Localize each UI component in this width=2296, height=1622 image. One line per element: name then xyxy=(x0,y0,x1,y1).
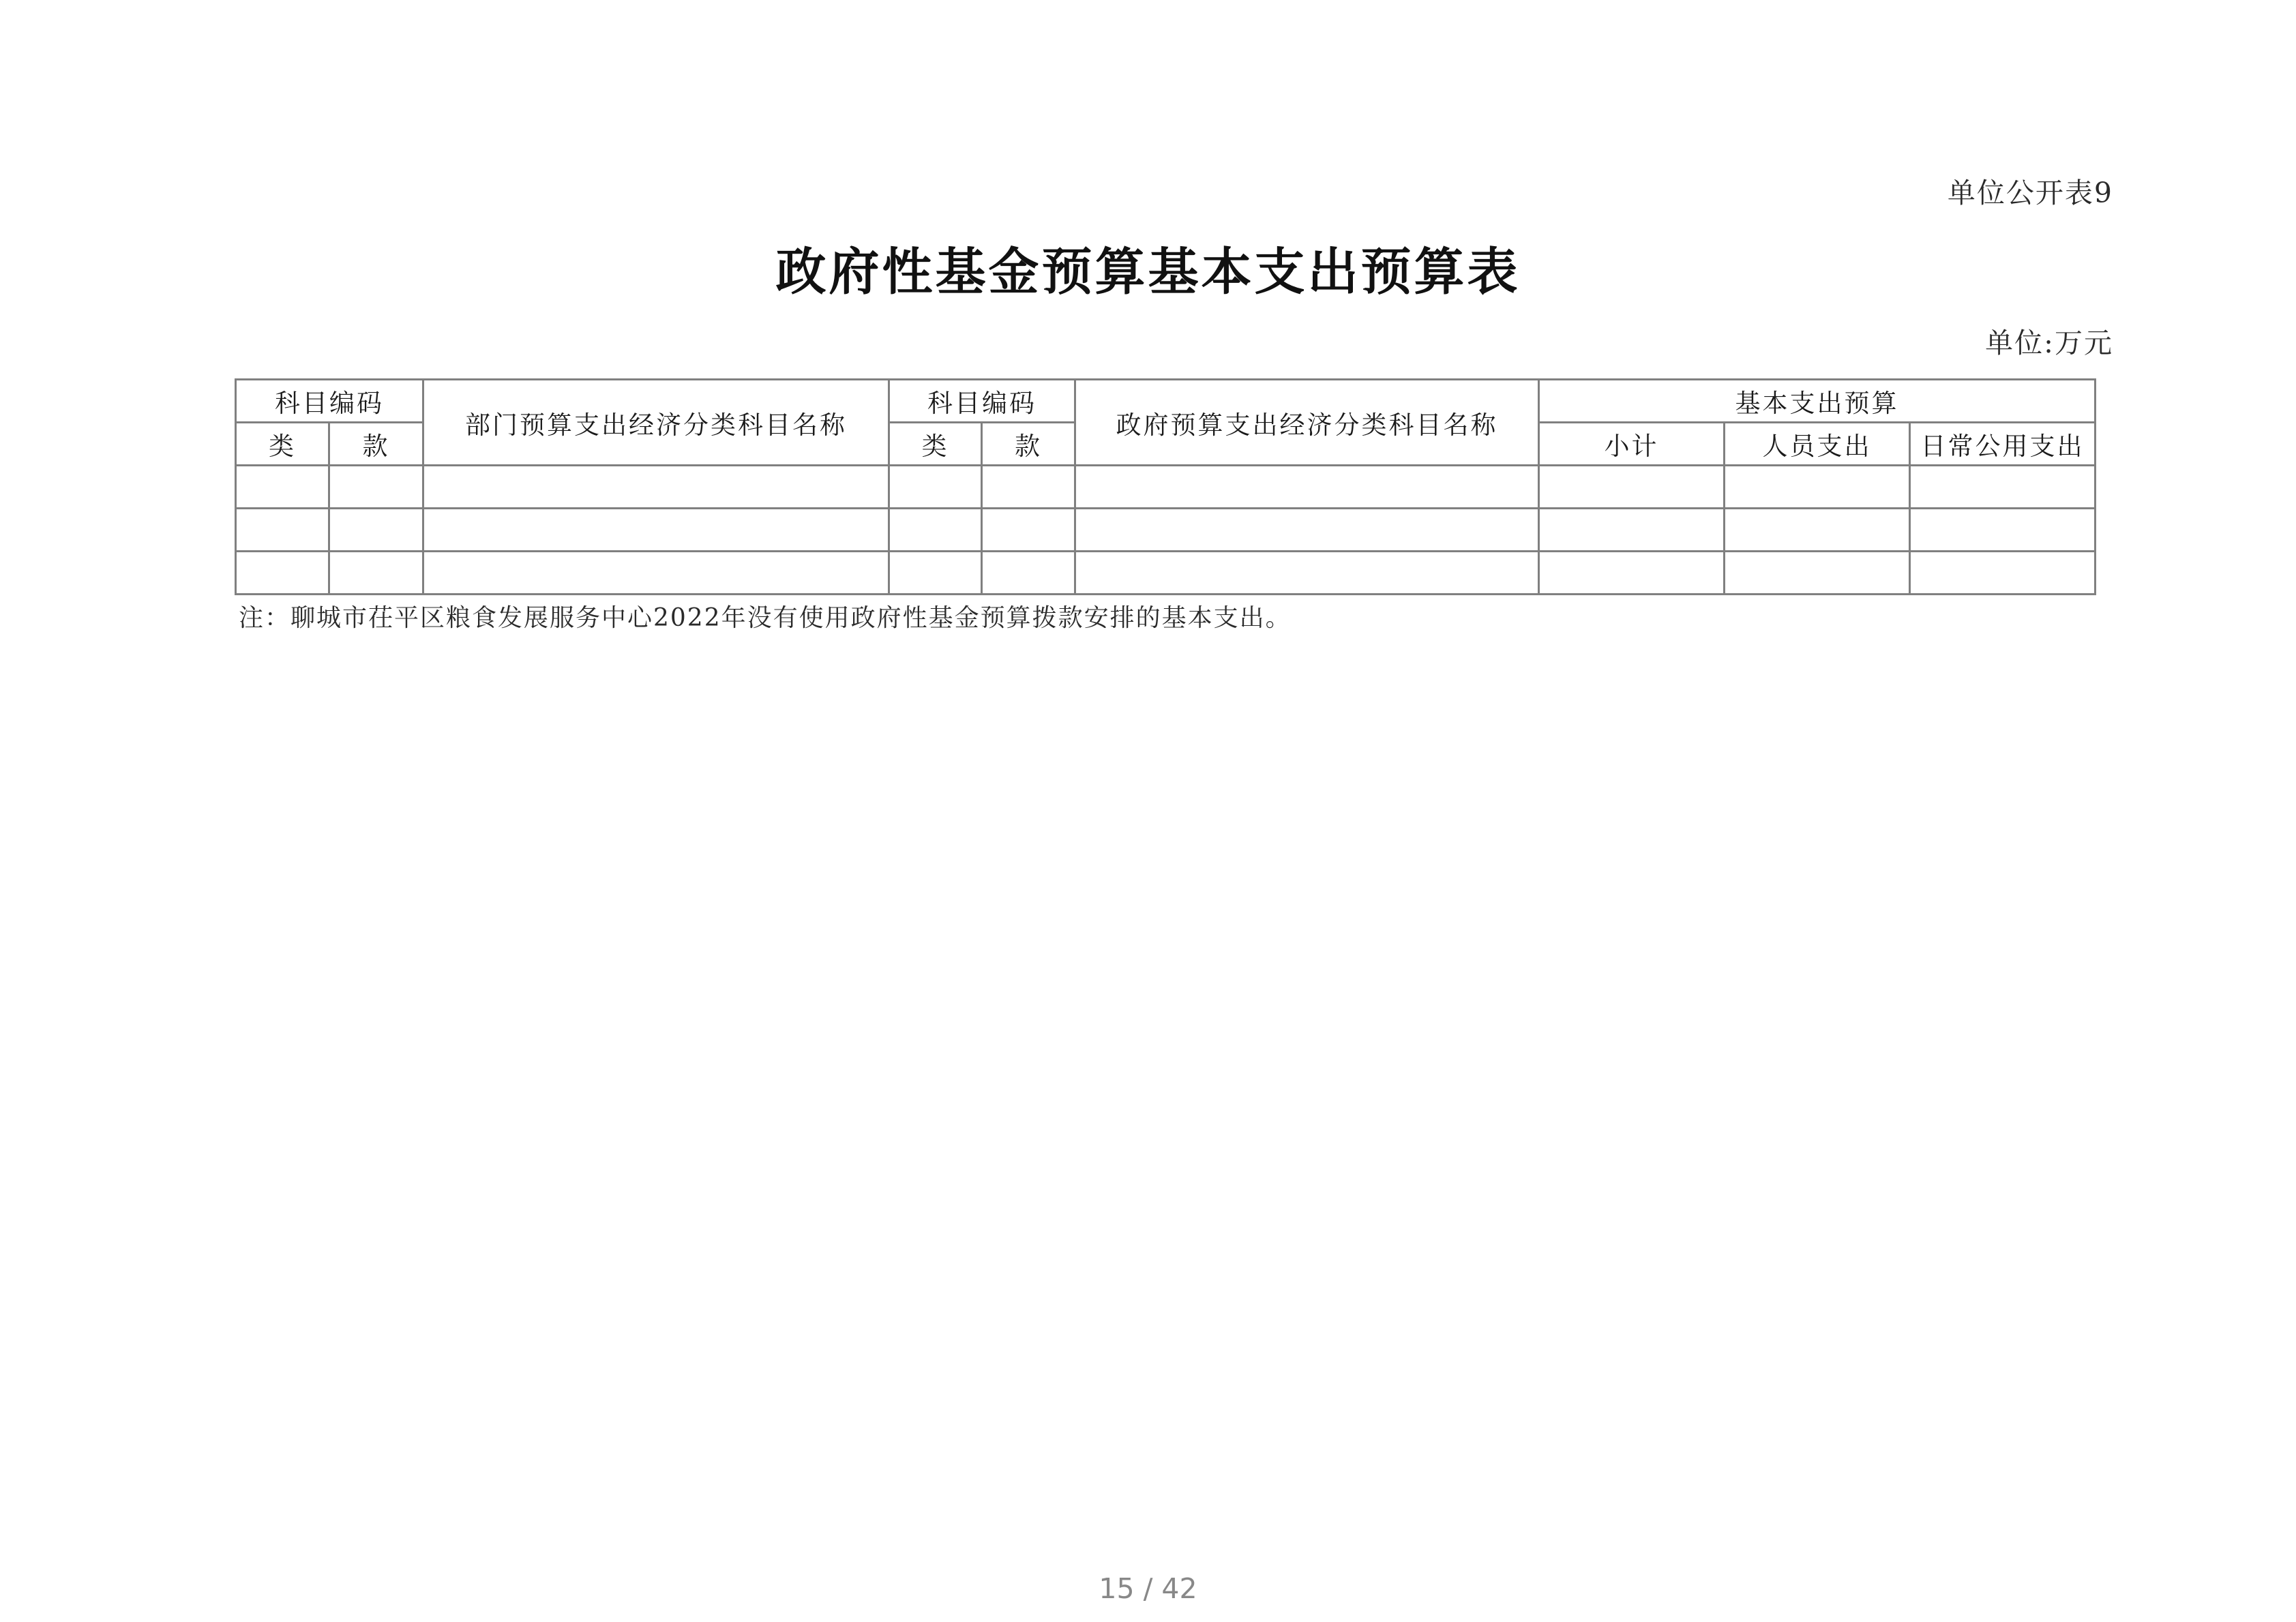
table-note: 注：聊城市茌平区粮食发展服务中心2022年没有使用政府性基金预算拨款安排的基本支出。 xyxy=(239,604,1292,632)
table-cell xyxy=(329,509,423,552)
table-cell xyxy=(889,466,982,509)
table-cell xyxy=(1725,509,1910,552)
form-code: 单位公开表9 xyxy=(1947,177,2113,209)
table-cell xyxy=(1910,509,2096,552)
header-dept-subject-code: 科目编码 xyxy=(236,380,423,423)
table-cell xyxy=(329,466,423,509)
table-cell xyxy=(1539,466,1725,509)
table-cell xyxy=(1075,466,1539,509)
table-row xyxy=(236,509,2096,552)
table-row xyxy=(236,552,2096,595)
page-title: 政府性基金预算基本支出预算表 xyxy=(775,243,1521,301)
table-row xyxy=(236,466,2096,509)
table-cell xyxy=(982,509,1075,552)
table-cell xyxy=(982,466,1075,509)
header-subtotal: 小计 xyxy=(1539,423,1725,466)
table-cell xyxy=(1075,509,1539,552)
table-cell xyxy=(982,552,1075,595)
header-dept-subject-name: 部门预算支出经济分类科目名称 xyxy=(423,380,889,466)
table-cell xyxy=(236,509,329,552)
budget-table xyxy=(235,378,2096,595)
header-gov-category: 类 xyxy=(889,423,982,466)
table-cell xyxy=(1910,466,2096,509)
unit-label: 单位:万元 xyxy=(1985,327,2113,359)
table-cell xyxy=(236,552,329,595)
table-cell xyxy=(1539,509,1725,552)
table-cell xyxy=(1075,552,1539,595)
header-dept-category: 类 xyxy=(236,423,329,466)
table-cell xyxy=(423,466,889,509)
table-cell xyxy=(1725,466,1910,509)
header-public-expense: 日常公用支出 xyxy=(1910,423,2096,466)
table-cell xyxy=(1539,552,1725,595)
table-cell xyxy=(1910,552,2096,595)
header-gov-item: 款 xyxy=(982,423,1075,466)
table-cell xyxy=(423,509,889,552)
table-cell xyxy=(236,466,329,509)
header-gov-subject-code: 科目编码 xyxy=(889,380,1075,423)
table-cell xyxy=(889,552,982,595)
table-header-row-1 xyxy=(236,380,2096,423)
header-personnel: 人员支出 xyxy=(1725,423,1910,466)
header-basic-budget: 基本支出预算 xyxy=(1539,380,2096,423)
header-gov-subject-name: 政府预算支出经济分类科目名称 xyxy=(1075,380,1539,466)
table-cell xyxy=(423,552,889,595)
page-indicator: 15 / 42 xyxy=(1099,1572,1197,1605)
table-cell xyxy=(1725,552,1910,595)
table-cell xyxy=(889,509,982,552)
table-cell xyxy=(329,552,423,595)
header-dept-item: 款 xyxy=(329,423,423,466)
